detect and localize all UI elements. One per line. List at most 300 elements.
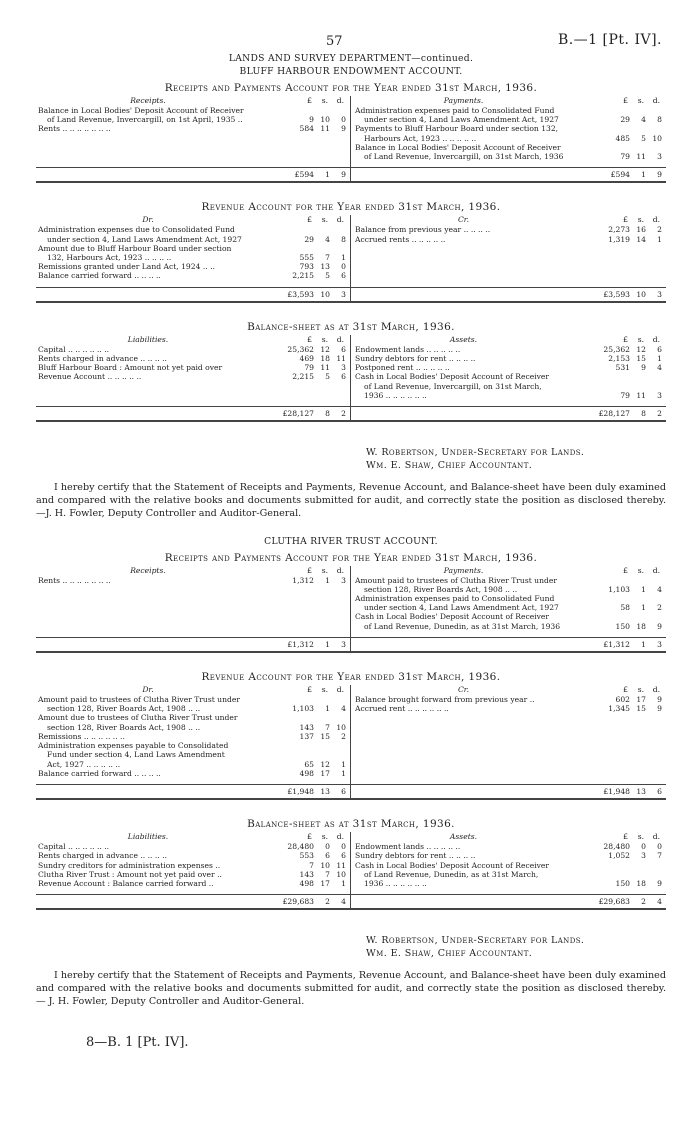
amount-pounds: £29,683 [282,897,314,907]
ledger-row [351,225,666,234]
currency-unit: £ [307,832,312,842]
description-line: of Land Revenue, Dunedin, as at 31st March, [364,869,539,879]
column-header [36,832,350,842]
total-amount [270,290,350,299]
description-line: Fund under section 4, Land Laws Amendment [47,750,225,760]
amount-pence: 9 [341,170,346,180]
currency-unit: d. [336,334,344,344]
amount-pence: 7 [657,851,662,861]
description-line: Rents charged in advance .. .. .. .. [38,354,167,364]
amount-pounds: 498 [299,768,314,778]
description-line: under section 4, Land Laws Amendment Act, 1927 [364,115,559,125]
currency-unit: d. [652,832,660,842]
ledger-row [351,354,666,363]
amount-shillings: 12 [320,344,330,354]
description-line: section 128, River Boards Act, 1908 .. .. [47,704,201,714]
description-line: Administration expenses paid to Consolidated Fund [355,106,555,115]
ledger-description [36,879,270,888]
currency-unit: s. [321,334,328,344]
section-title: CLUTHA RIVER TRUST ACCOUNT. [264,535,438,547]
amount-shillings: 7 [325,869,330,879]
ledger-row [36,271,350,280]
currency-unit: d. [652,215,660,225]
amount-pounds: 1,103 [292,704,314,714]
left-side [36,832,351,888]
description-line: Sundry debtors for rent .. .. .. .. [355,354,476,364]
amount-pence: 0 [341,262,346,272]
ledger-amount [586,704,666,713]
amount-pounds: 2,215 [292,271,314,281]
amount-shillings: 7 [325,253,330,263]
amount-shillings: 17 [320,768,330,778]
amount-pounds: 469 [299,354,314,364]
amount-shillings: 15 [636,704,646,714]
total-amount [586,409,666,418]
signatures [366,934,666,960]
account-totals [36,888,666,910]
amount-shillings: 0 [325,842,330,852]
amount-pence: 9 [657,695,662,705]
right-total-side [351,161,666,183]
signature-line: Wm. E. Shaw, Chief Accountant. [366,948,533,960]
amount-shillings: 3 [641,851,646,861]
clutha-river-section [36,535,666,1023]
ledger-amount [586,585,666,594]
currency-unit: d. [652,96,660,105]
column-heading: Assets. [449,334,478,344]
ledger-row [351,235,666,244]
amount-pounds: 793 [299,262,314,272]
description-line: Balance in Local Bodies' Deposit Account of Receiver [355,142,561,152]
ledger-amount [270,704,350,713]
account-totals [36,778,666,800]
total-row [36,167,350,183]
currency-unit: d. [336,96,344,105]
ledger-description [36,851,270,860]
ledger-amount [270,235,350,244]
amount-pence: 9 [657,704,662,714]
document-page [36,30,666,1050]
spacer [36,521,666,535]
ledger-description [351,143,586,161]
ledger-amount [270,115,350,124]
audit-certificate: I hereby certify that the Statement of Receipts and Payments, Revenue Account, and Balance-sheet have been duly examined and compared with the relative books and documents submitted for audit, and correctly state the position as disclosed thereby.—J. H. Fowler, Deputy Controller and Auditor-General. [36,482,666,519]
amount-pounds: 602 [615,695,630,705]
spacer [36,910,666,924]
description-line: Cash in Local Bodies' Deposit Account of Receiver [355,612,550,622]
currency-unit: d. [652,685,660,695]
currency-heading [584,215,662,224]
total-row [36,287,350,303]
amount-pounds: 25,362 [603,344,630,354]
ledger-row [351,143,666,161]
amount-pence: 3 [657,152,662,162]
currency-unit: £ [623,334,628,344]
column-header [36,685,350,695]
currency-heading [584,335,662,344]
currency-heading [268,685,346,694]
right-side [351,832,666,888]
amount-pounds: 2,153 [608,354,630,364]
column-header [36,96,350,106]
ledger-amount [586,622,666,631]
signatures [366,446,666,472]
spacer [36,653,666,667]
ledger-amount [270,345,350,354]
currency-unit: d. [652,334,660,344]
bluff-harbour-section [36,65,666,535]
spacer [36,1009,666,1023]
ledger-row [351,704,666,713]
amount-shillings: 15 [636,354,646,364]
total-row [351,637,666,653]
ledger-description [351,345,586,354]
total-amount [586,290,666,299]
amount-pence: 0 [341,842,346,852]
ledger-row [36,769,350,778]
currency-unit: £ [307,215,312,225]
currency-unit: s. [637,96,644,105]
amount-shillings: 13 [320,262,330,272]
total-amount [586,640,666,649]
ledger-amount [586,851,666,860]
ledger-amount [270,363,350,372]
left-side [36,685,351,778]
amount-shillings: 11 [320,363,330,373]
ledger-row [36,713,350,731]
amount-shillings: 1 [325,170,330,180]
ledger-description [36,870,270,879]
amount-shillings: 6 [325,851,330,861]
amount-pence: 4 [341,704,346,714]
ledger-row [36,262,350,271]
ledger-row [36,851,350,860]
spacer [36,422,666,436]
ledger-row [351,851,666,860]
column-header [351,832,666,842]
currency-unit: d. [336,685,344,695]
amount-shillings: 12 [320,759,330,769]
currency-unit: s. [637,215,644,225]
currency-unit: d. [652,565,660,575]
amount-pence: 0 [341,115,346,125]
description-line: Amount paid to trustees of Clutha River Trust under [38,695,240,705]
ledger-description [36,271,270,280]
ledger-description [351,225,586,234]
amount-pence: 10 [652,133,662,143]
ledger-row [351,594,666,612]
amount-pence: 1 [657,354,662,364]
ledger-description [36,769,270,778]
amount-pounds: £3,593 [603,289,630,299]
ledger-row [351,612,666,630]
ledger-description [351,354,586,363]
total-row [351,784,666,800]
currency-unit: £ [307,565,312,575]
total-amount [270,170,350,179]
page-header [36,30,666,52]
account-title: Receipts and Payments Account for the Year ended 31st March, 1936. [164,551,538,564]
amount-pence: 1 [341,759,346,769]
amount-shillings: 1 [641,639,646,649]
ledger-row [351,576,666,594]
column-header [351,685,666,695]
column-heading: Payments. [443,96,484,105]
amount-pounds: 150 [615,621,630,631]
ledger-description [351,612,586,630]
description-line: Revenue Account : Balance carried forward .. [38,878,214,888]
department-title: LANDS AND SURVEY DEPARTMENT—continued. [228,53,474,64]
amount-pence: 9 [341,124,346,134]
amount-pence: 4 [341,897,346,907]
ledger-amount [586,391,666,400]
amount-pence: 1 [341,768,346,778]
ledger-row [36,124,350,133]
currency-unit: £ [623,215,628,225]
account-title: Balance-sheet as at 31st March, 1936. [247,320,455,333]
amount-pence: 1 [341,253,346,263]
ledger-description [351,235,586,244]
currency-unit: £ [307,334,312,344]
description-line: Cash in Local Bodies' Deposit Account of Receiver [355,372,550,382]
description-line: Endowment lands .. .. .. .. .. [355,842,461,852]
description-line: Accrued rent .. .. .. .. .. .. [355,704,449,714]
spacer [36,303,666,317]
amount-pence: 10 [336,722,346,732]
ledger-amount [270,760,350,769]
amount-pounds: £1,312 [287,639,314,649]
amount-pence: 4 [657,363,662,373]
total-amount [586,787,666,796]
ledger-amount [270,576,350,585]
amount-shillings: 4 [641,115,646,125]
ledger-row [351,124,666,142]
currency-heading [584,685,662,694]
ledger-amount [270,262,350,271]
amount-shillings: 13 [636,786,646,796]
ledger-amount [586,695,666,704]
currency-unit: £ [623,685,628,695]
currency-unit: £ [623,96,628,105]
amount-pounds: 29 [304,234,314,244]
ledger-amount [270,372,350,381]
amount-shillings: 2 [325,897,330,907]
amount-shillings: 5 [325,372,330,382]
ledger-row [36,106,350,124]
ledger-row [36,741,350,769]
right-total-side [351,778,666,800]
description-line: Administration expenses payable to Consolidated [38,741,229,751]
ledger-row [36,879,350,888]
ledger-amount [270,769,350,778]
ledger-description [36,363,270,372]
description-line: Balance in Local Bodies' Deposit Account of Receiver [38,106,244,115]
account-table [36,335,666,400]
ledger-amount [270,124,350,133]
section-title: BLUFF HARBOUR ENDOWMENT ACCOUNT. [239,66,463,77]
page-reference: B.—1 [Pt. IV]. [557,32,662,48]
amount-pounds: 485 [615,133,630,143]
amount-pounds: £1,312 [603,639,630,649]
description-line: Remissions granted under Land Act, 1924 .. .. [38,262,215,272]
currency-heading [584,566,662,575]
amount-shillings: 15 [320,731,330,741]
amount-shillings: 10 [636,289,646,299]
amount-pence: 6 [657,344,662,354]
audit-certificate: I hereby certify that the Statement of Receipts and Payments, Revenue Account, and Balance-sheet have been duly examined and compared with the relative books and documents submitted for audit, and correctly state the position as disclosed thereby.— J. H. Fowler, Deputy Controller and Auditor-General. [36,970,666,1007]
description-line: Balance carried forward .. .. .. .. [38,768,161,778]
amount-pence: 2 [341,409,346,419]
left-side [36,96,351,161]
signature-line: Wm. E. Shaw, Chief Accountant. [366,460,533,472]
amount-shillings: 8 [641,409,646,419]
amount-pence: 9 [657,621,662,631]
column-header [36,215,350,225]
currency-heading [268,832,346,841]
amount-pounds: £1,948 [287,786,314,796]
amount-shillings: 16 [636,225,646,235]
amount-shillings: 7 [325,722,330,732]
amount-pounds: 79 [620,152,630,162]
column-heading: Cr. [457,685,470,695]
amount-pence: 8 [657,115,662,125]
ledger-row [351,861,666,889]
currency-unit: s. [321,685,328,695]
currency-heading [268,96,346,105]
right-side [351,685,666,778]
description-line: under section 4, Land Laws Amendment Act, 1927 [364,603,559,613]
currency-unit: £ [307,685,312,695]
description-line: Amount paid to trustees of Clutha River Trust under [355,575,557,585]
amount-pence: 1 [341,878,346,888]
ledger-description [351,704,586,713]
ledger-description [351,851,586,860]
amount-shillings: 18 [636,621,646,631]
amount-pounds: 531 [615,363,630,373]
total-row [351,406,666,422]
description-line: of Land Revenue, Dunedin, as at 31st March, 1936 [364,621,561,631]
amount-pence: 4 [657,897,662,907]
ledger-amount [270,861,350,870]
right-total-side [351,888,666,910]
amount-pence: 3 [657,289,662,299]
ledger-description [36,842,270,851]
amount-pounds: £594 [610,170,630,180]
amount-pounds: 150 [615,878,630,888]
ledger-description [351,594,586,612]
amount-pence: 9 [657,170,662,180]
amount-pounds: 498 [299,878,314,888]
column-heading: Receipts. [130,565,166,575]
currency-unit: d. [336,215,344,225]
ledger-row [351,842,666,851]
ledger-row [36,244,350,262]
amount-pence: 6 [341,851,346,861]
amount-pounds: 28,480 [287,842,314,852]
description-line: Payments to Bluff Harbour Board under section 132, [355,124,559,134]
ledger-row [36,861,350,870]
amount-shillings: 1 [641,170,646,180]
amount-pounds: 1,312 [292,575,314,585]
amount-pence: 3 [341,289,346,299]
amount-pence: 6 [341,344,346,354]
ledger-amount [270,253,350,262]
ledger-amount [586,842,666,851]
ledger-row [36,695,350,713]
ledger-description [36,741,270,769]
column-header [351,215,666,225]
left-side [36,335,351,400]
description-line: Amount due to trustees of Clutha River Trust under [38,713,238,723]
account-table [36,832,666,888]
amount-shillings: 18 [636,878,646,888]
page-number: 57 [326,34,343,49]
right-side [351,335,666,400]
amount-pounds: £1,948 [603,786,630,796]
amount-pence: 2 [657,409,662,419]
currency-heading [268,566,346,575]
column-heading: Liabilities. [127,334,169,344]
account-table [36,566,666,631]
right-total-side [351,281,666,303]
description-line: Administration expenses due to Consolidated Fund [38,225,235,235]
ledger-row [36,732,350,741]
ledger-description [36,345,270,354]
total-amount [270,640,350,649]
ledger-amount [270,723,350,732]
ledger-description [36,106,270,124]
column-heading: Dr. [142,685,154,695]
amount-shillings: 1 [325,704,330,714]
ledger-description [36,124,270,133]
ledger-row [36,372,350,381]
amount-shillings: 1 [325,575,330,585]
account-title: Revenue Account for the Year ended 31st March, 1936. [201,671,501,684]
amount-pence: 3 [341,575,346,585]
ledger-description [36,225,270,243]
ledger-description [351,372,586,400]
amount-shillings: 17 [636,695,646,705]
amount-shillings: 1 [641,584,646,594]
description-line: 1936 .. .. .. .. .. .. [364,390,427,400]
account-totals [36,400,666,422]
signature-line: W. Robertson, Under-Secretary for Lands. [366,447,585,459]
page-footer: 8—B. 1 [Pt. IV]. [86,1034,189,1050]
amount-pounds: 555 [299,253,314,263]
total-row [36,784,350,800]
description-line: Capital .. .. .. .. .. .. [38,842,110,852]
column-heading: Payments. [443,565,484,575]
ledger-amount [270,879,350,888]
ledger-row [36,842,350,851]
currency-unit: s. [321,565,328,575]
amount-pounds: 137 [299,731,314,741]
amount-pence: 4 [657,584,662,594]
amount-pence: 1 [657,234,662,244]
amount-shillings: 11 [320,124,330,134]
ledger-description [351,842,586,851]
ledger-description [36,244,270,262]
ledger-description [36,732,270,741]
amount-pence: 6 [341,372,346,382]
ledger-amount [586,345,666,354]
amount-pence: 10 [336,869,346,879]
amount-shillings: 11 [636,152,646,162]
amount-pounds: £29,683 [598,897,630,907]
amount-pence: 3 [657,390,662,400]
ledger-amount [586,134,666,143]
description-line: Remissions .. .. .. .. .. .. [38,731,125,741]
